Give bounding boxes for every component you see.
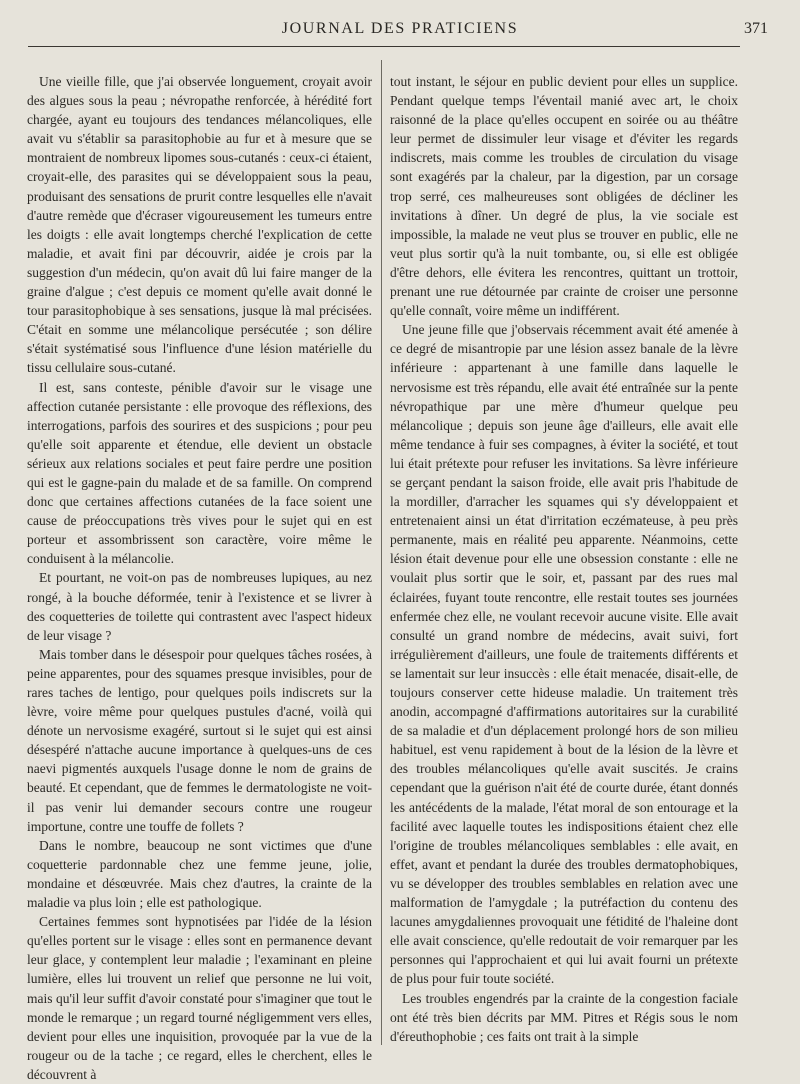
column-divider (381, 60, 382, 1045)
right-column (390, 72, 738, 1046)
paragraph-continued: tout instant, le séjour en public devient pour elles un supplice. Pendant quelque temps l'éventail manié avec art, le choix raisonné de la place qu'elles occupent en soirée ou au théâtre leur permet de dissimuler leur visage et d'éviter les regards indiscrets, mais comme les troubles de circulation du visage sont exagérés par la chaleur, par la digestion, par un corsage trop serré, ces malheureuses sont obligées de décliner les invitations à dîner. Un degré de plus, la vie sociale est impossible, la malade ne veut plus se trouver en public, elle ne veut plus sortir qu'à la nuit tombante, ou, si elle est obligée d'être dehors, elle évitera les rencontres, quittant un trottoir, prenant une rue détournée par crainte de croiser une personne qu'elle connaît, voire même un indifférent. (390, 74, 738, 319)
paragraph: Et pourtant, ne voit-on pas de nombreuses lupiques, au nez rongé, à la bouche déformée, tenir à l'existence et se livrer à des coquetteries de toilette qui contrastent avec l'aspect hideux de leur visage ? (27, 570, 372, 643)
journal-title: JOURNAL DES PRATICIENS (281, 20, 519, 37)
page-header (20, 18, 780, 44)
paragraph: Certaines femmes sont hypnotisées par l'idée de la lésion qu'elles portent sur le visage : elles sont en permanence devant leur glace, y contemplent leur maladie ; l'examinant en pleine lumière, elles lui trouvent un relief que personne ne lui voit, mais qu'il leur suffit d'avoir constaté pour s'imaginer que tout le monde le remarque ; un regard tourné négligemment vers elles, devient pour elles une inquisition, provoquée par la vue de la rougeur ou de la tache ; ce regard, elles le cherchent, elles le découvrent à (27, 914, 372, 1082)
paragraph: Une vieille fille, que j'ai observée longuement, croyait avoir des algues sous la peau ; névropathe renforcée, à hérédité fort chargée, ayant eu toujours des tendances mélancoliques, elle avait vu s'établir sa parasitophobie au fur et à mesure que se montraient de nombreux lipomes sous-cutanés : ceux-ci étaient, croyait-elle, des parasites qui se développaient sous la peau, produisant des sensations de prurit contre lesquelles elle n'avait d'autre remède que d'écraser vigoureusement les tumeurs entre les doigts : elle avait longtemps cherché l'explication de cette maladie, et avait fini par découvrir, aidée je crois par la suggestion d'un médecin, qu'on avait dû lui faire manger de la graine d'algue ; c'est depuis ce moment qu'elle avait donné le tour parasitophobique à ses sensations, jusque là mal précisées. C'était en somme une mélancolique persécutée ; son délire s'était systématisé sous l'influence d'une lésion matérielle du tissu cellulaire sous-cutané. (27, 74, 372, 376)
paragraph: Mais tomber dans le désespoir pour quelques tâches rosées, à peine apparentes, pour des squames presque invisibles, pour de rares taches de lentigo, pour quelques poils indiscrets sur la lèvre, voire même pour quelques pustules d'acné, voilà qui dénote un nervosisme exagéré, surtout si le sujet qui est ainsi désespéré n'attache aucune importance à quelques-uns de ces naevi pigmentés auxquels l'usage donne le nom de grains de beauté. Et cependant, que de femmes le dermatologiste ne voit-il pas venir lui demander secours contre une rougeur importune, contre une touffe de follets ? (27, 646, 372, 834)
page-number: 371 (744, 20, 768, 37)
paragraph: Une jeune fille que j'observais récemment avait été amenée à ce degré de misantropie par une lésion assez banale de la lèvre inférieure : appartenant à une famille dans laquelle le nervosisme est très répandu, elle avait été entraînée sur la pente névropathique par une mère d'humeur quelque peu mélancolique ; depuis son jeune âge d'ailleurs, elle avait elle même tendance à fuir ses compagnes, à éviter la société, et tout lui était prétexte pour refuser les invitations. Sa lèvre inférieure se gerçant pendant la saison froide, elle avait pris l'habitude de la mordiller, d'arracher les squames qui s'y développaient et entretenaient ainsi un état d'irritation eczémateuse, à peu près permanente, mais en réalité peu apparente. Néanmoins, cette lésion était devenue pour elle une obsession constante : elle ne voulait plus sortir que le soir, et, passant par des rues mal éclairées, fuyant toute rencontre, elle restait toutes ses journées enfermée chez elle, ne voulant recevoir aucune visite. Elle avait consulté un grand nombre de médecins, avait suivi, fort irrégulièrement d'ailleurs, une foule de traitements différents et se lamentait sur leur insuccès : elle était menacée, disait-elle, de toujours conserver cette hideuse maladie. Un traitement très anodin, accompagné d'affirmations autoritaires sur la curabilité de sa maladie et d'un déplacement prolongé hors de son milieu habituel, est venu rapidement à bout de la lésion de la lèvre et des troubles mélancoliques qu'elle avait suscités. Je crains cependant que la guérison n'ait été de courte durée, étant donnés les antécédents de la malade, l'état moral de son entourage et la facilité avec laquelle toutes les indispositions étaient chez elle l'origine de troubles mélancoliques semblables : elle avait, en effet, avant et pendant la durée des troubles dermatophobiques, vu se développer des troubles semblables en relation avec une malformation de l'amygdale ; la putréfaction du contenu des lacunes amygdaliennes provoquait une fétidité de l'haleine dont elle avait conscience, qu'elle redoutait de voir remarquer par les personnes qui l'approchaient et qui lui avait fourni un prétexte de plus pour fuir toute société. (390, 322, 738, 987)
header-rule (28, 46, 740, 47)
left-column (27, 72, 372, 1084)
paragraph: Il est, sans conteste, pénible d'avoir sur le visage une affection cutanée persistante : elle provoque des réflexions, des interrogations, parfois des sourires et des suspicions ; pour peu qu'elle soit apparente et étendue, elle devient un obstacle sérieux aux relations sociales et peut faire perdre une position qui est le gagne-pain du malade et de sa famille. On comprend donc que certaines affections cutanées de la face soient une cause de préoccupations très vives pour le sujet qui en est porteur et assombrissent son caractère, voire même le conduisent à la mélancolie. (27, 379, 372, 567)
paragraph: Les troubles engendrés par la crainte de la congestion faciale ont été très bien décrits par MM. Pitres et Régis sous le nom d'éreuthophobie ; ces faits ont trait à la simple (390, 990, 738, 1044)
paragraph: Dans le nombre, beaucoup ne sont victimes que d'une coquetterie pardonnable chez une femme jeune, jolie, mondaine et désœuvrée. Mais chez d'autres, la crainte de la maladie va plus loin ; elle est pathologique. (27, 837, 372, 911)
